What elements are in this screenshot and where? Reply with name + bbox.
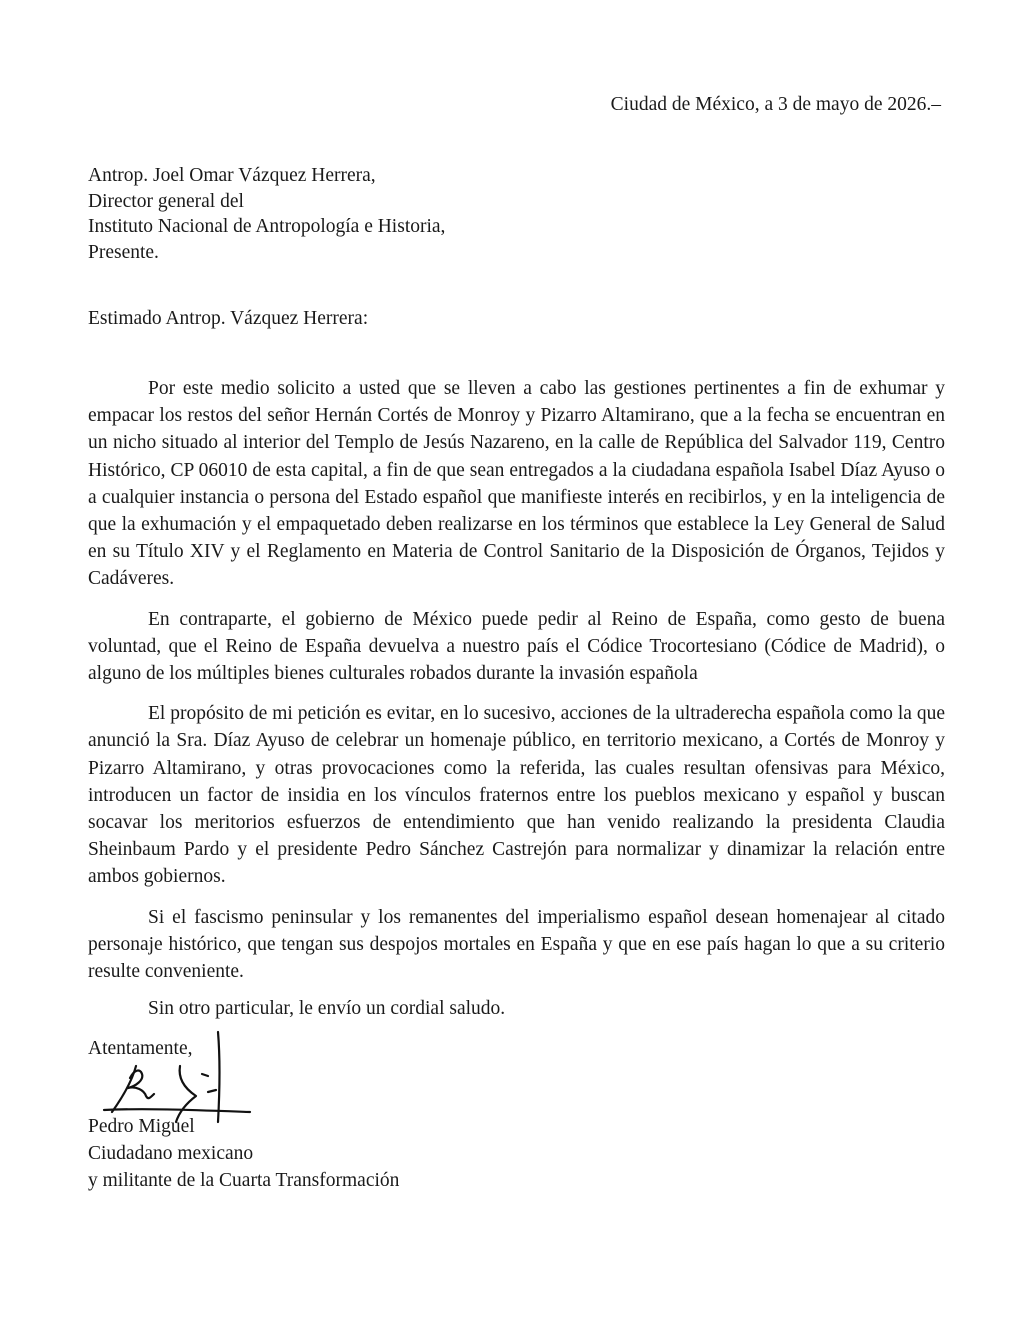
addressee-institution: Instituto Nacional de Antropología e Historia,	[88, 216, 446, 237]
addressee-presente: Presente.	[88, 241, 159, 263]
closing-line: Sin otro particular, le envío un cordial saludo.	[148, 998, 506, 1019]
paragraph-counterpart: En contraparte, el gobierno de México puede pedir al Reino de España, como gesto de buena voluntad, que el Reino de España devuelva a nuestro país el Códice Trocortesiano (Códice de Madrid), o alguno de los múltiples bienes culturales robados durante la invasión española	[88, 608, 945, 685]
signer-block	[88, 1113, 399, 1194]
addressee-position: Director general del	[88, 190, 244, 212]
signer-title-2: y militante de la Cuarta Transformación	[88, 1170, 400, 1191]
handwritten-signature	[84, 1026, 264, 1126]
signer-title-1: Ciudadano mexicano	[88, 1143, 254, 1164]
paragraph-conclusion: Si el fascismo peninsular y los remanentes del imperialismo español desean homenajear al citado personaje histórico, que tengan sus despojos mortales en España y que en ese país hagan lo que a su criterio resulte conveniente.	[88, 906, 945, 983]
letter-body	[88, 375, 945, 998]
sign-off: Atentamente,	[88, 1038, 193, 1059]
paragraph-purpose: El propósito de mi petición es evitar, en lo sucesivo, acciones de la ultraderecha española como la que anunció la Sra. Díaz Ayuso de celebrar un homenaje público, en territorio mexicano, a Cortés de Monroy y Pizarro Altamirano, y otras provocaciones como la referida, las cuales resultan ofensivas para México, introducen un factor de insidia en los vínculos fraternos entre los pueblos mexicano y español y buscan socavar los meritorios esfuerzos de entendimiento que han venido realizando la presidenta Claudia Sheinbaum Pardo y el presidente Pedro Sánchez Castrejón para normalizar y dinamizar la relación entre ambos gobiernos.	[88, 703, 945, 888]
date-line: Ciudad de México, a 3 de mayo de 2026.–	[610, 94, 941, 115]
addressee-name: Antrop. Joel Omar Vázquez Herrera,	[88, 165, 376, 186]
paragraph-request: Por este medio solicito a usted que se lleven a cabo las gestiones pertinentes a fin de exhumar y empacar los restos del señor Hernán Cortés de Monroy y Pizarro Altamirano, que a la fecha se encuentran en un nicho situado al interior del Templo de Jesús Nazareno, en la calle de República del Salvador 119, Centro Histórico, CP 06010 de esta capital, a fin de que sean entregados a la ciudadana española Isabel Díaz Ayuso o a cualquier instancia o persona del Estado español que manifieste interés en recibirlos, y en la inteligencia de que la exhumación y el empaquetado deben realizarse en los términos que establece la Ley General de Salud en su Título XIV y el Reglamento en Materia de Control Sanitario de la Disposición de Órganos, Tejidos y Cadáveres.	[88, 378, 945, 590]
salutation: Estimado Antrop. Vázquez Herrera:	[88, 308, 369, 329]
signer-name: Pedro Miguel	[88, 1116, 195, 1137]
addressee-block	[88, 163, 445, 265]
